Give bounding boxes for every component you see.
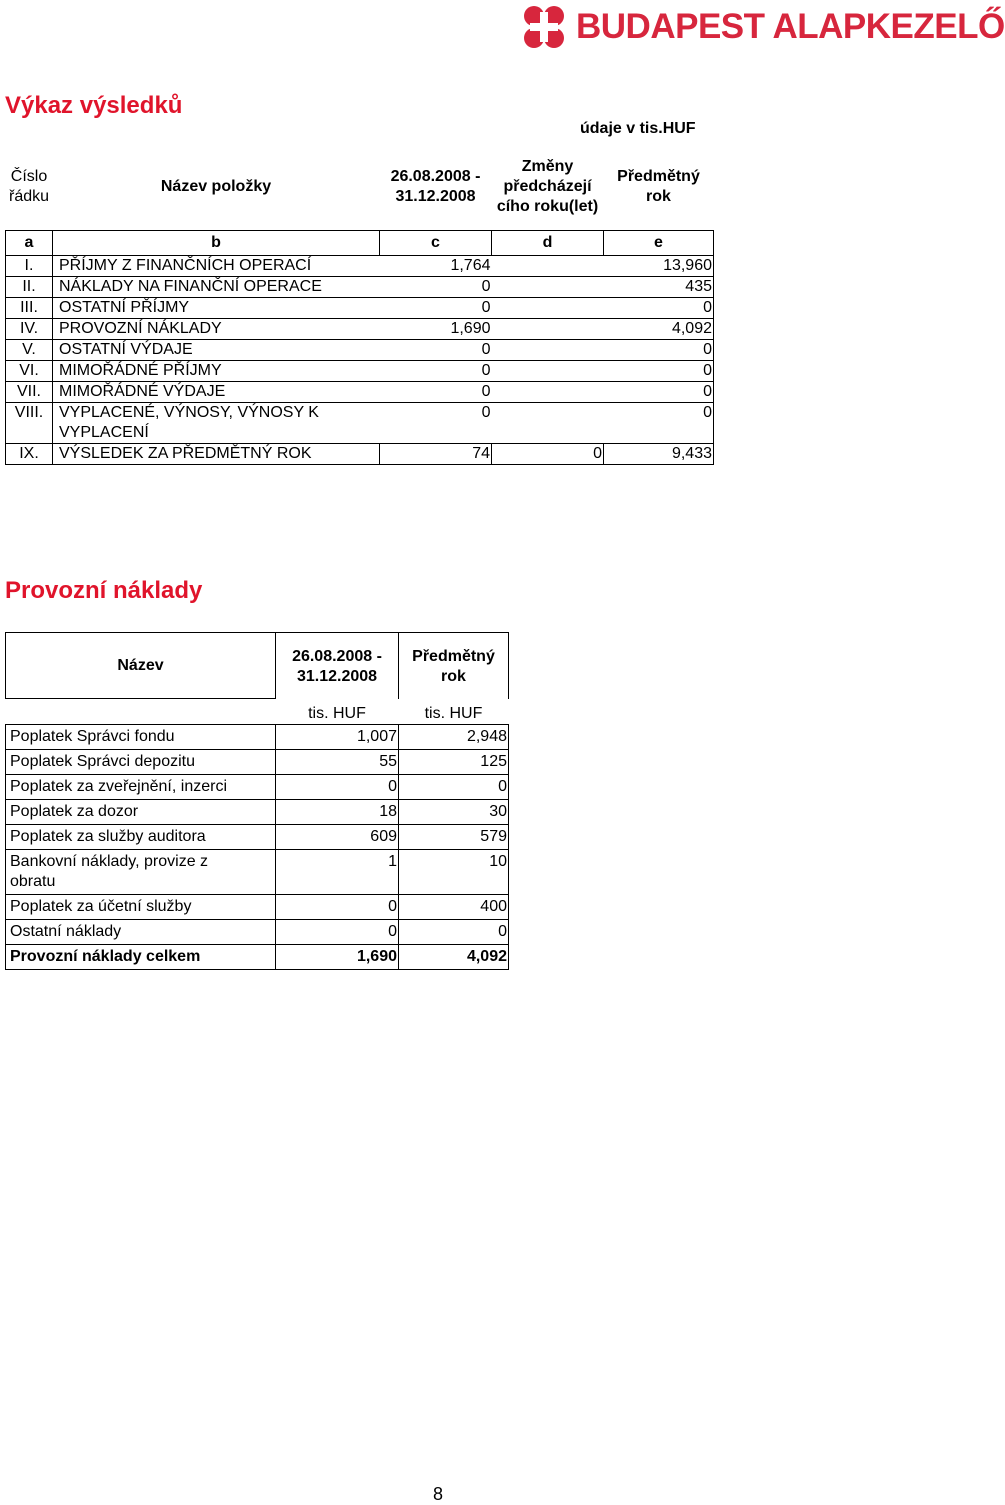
header-period: 26.08.2008 - 31.12.2008 [390, 168, 481, 205]
table-row [6, 298, 714, 319]
row-no: V. [6, 340, 53, 361]
row-no: III. [6, 298, 53, 319]
income-statement-table [5, 144, 714, 465]
letter-e: e [604, 231, 714, 256]
cost-name: Ostatní náklady [6, 920, 276, 945]
page-number: 8 [433, 1484, 444, 1504]
row-value-d [492, 382, 604, 403]
row-value-c: 0 [380, 277, 492, 298]
row-name: NÁKLADY NA FINANČNÍ OPERACE [53, 277, 380, 298]
row-name: PŘÍJMY Z FINANČNÍCH OPERACÍ [53, 256, 380, 277]
row-no: IV. [6, 319, 53, 340]
row-value-e: 0 [604, 298, 714, 319]
header-prev-year: Změny předcházejí cího roku(let) [496, 158, 599, 215]
row-value-e: 13,960 [604, 256, 714, 277]
letter-c: c [380, 231, 492, 256]
table-row [6, 444, 714, 465]
cost-current: 400 [399, 895, 509, 920]
row-value-e: 4,092 [604, 319, 714, 340]
header-current-year: Předmětný rok [617, 168, 700, 205]
brand-logo [520, 4, 1005, 50]
cost-name: Poplatek Správci depozitu [6, 750, 276, 775]
row-value-c: 1,690 [380, 319, 492, 340]
row-value-d [492, 319, 604, 340]
cost-name: Provozní náklady celkem [6, 945, 276, 970]
costs-total-row [6, 945, 509, 970]
table-row [6, 256, 714, 277]
costs-header-row [6, 633, 509, 699]
costs-header-current: Předmětný rok [399, 633, 509, 699]
table-row [6, 725, 509, 750]
row-no: VIII. [6, 403, 53, 444]
cost-name: Bankovní náklady, provize z obratu [6, 850, 276, 895]
header-item-name: Název položky [160, 178, 272, 195]
row-no: VI. [6, 361, 53, 382]
table-header-row [6, 144, 714, 231]
cost-current: 10 [399, 850, 509, 895]
table-row [6, 895, 509, 920]
row-value-d [492, 298, 604, 319]
header-row-no: Číslo řádku [8, 168, 50, 205]
operating-costs-title: Provozní náklady [5, 577, 203, 604]
table-row [6, 750, 509, 775]
row-name: MIMOŘÁDNÉ VÝDAJE [53, 382, 380, 403]
costs-unit-current: tis. HUF [424, 705, 483, 722]
cost-period: 609 [276, 825, 399, 850]
cost-period: 1 [276, 850, 399, 895]
letters-row [6, 231, 714, 256]
budapest-logo-icon [520, 4, 568, 50]
table-row [6, 800, 509, 825]
letter-a: a [6, 231, 53, 256]
row-value-c: 0 [380, 403, 492, 444]
table-row [6, 850, 509, 895]
row-value-c: 0 [380, 382, 492, 403]
brand-name: BUDAPEST ALAPKEZELŐ [576, 7, 1005, 46]
costs-header-name: Název [6, 633, 276, 699]
row-value-e: 0 [604, 403, 714, 444]
letter-d: d [492, 231, 604, 256]
cost-current: 579 [399, 825, 509, 850]
table-row [6, 775, 509, 800]
cost-current: 4,092 [399, 945, 509, 970]
row-name: VÝSLEDEK ZA PŘEDMĚTNÝ ROK [53, 444, 380, 465]
table-row [6, 319, 714, 340]
cost-name: Poplatek Správci fondu [6, 725, 276, 750]
row-no: II. [6, 277, 53, 298]
row-no: VII. [6, 382, 53, 403]
row-name: PROVOZNÍ NÁKLADY [53, 319, 380, 340]
table-row [6, 277, 714, 298]
cost-name: Poplatek za účetní služby [6, 895, 276, 920]
row-value-d: 0 [492, 444, 604, 465]
costs-units-blank [6, 699, 276, 725]
row-name: OSTATNÍ PŘÍJMY [53, 298, 380, 319]
table-row [6, 382, 714, 403]
cost-period: 0 [276, 775, 399, 800]
row-value-d [492, 256, 604, 277]
row-value-c: 0 [380, 340, 492, 361]
row-name: OSTATNÍ VÝDAJE [53, 340, 380, 361]
letter-b: b [53, 231, 380, 256]
operating-costs-table [5, 632, 509, 970]
costs-header-period: 26.08.2008 - 31.12.2008 [276, 633, 399, 699]
cost-current: 2,948 [399, 725, 509, 750]
table-row [6, 340, 714, 361]
row-value-c: 0 [380, 361, 492, 382]
row-value-e: 0 [604, 340, 714, 361]
cost-name: Poplatek za dozor [6, 800, 276, 825]
row-no: I. [6, 256, 53, 277]
row-name: MIMOŘÁDNÉ PŘÍJMY [53, 361, 380, 382]
table-row [6, 825, 509, 850]
cost-period: 0 [276, 920, 399, 945]
income-statement-title: Výkaz výsledků [5, 92, 183, 119]
row-value-e: 435 [604, 277, 714, 298]
cost-period: 1,007 [276, 725, 399, 750]
cost-name: Poplatek za zveřejnění, inzerci [6, 775, 276, 800]
row-value-d [492, 340, 604, 361]
row-no: IX. [6, 444, 53, 465]
row-value-e: 0 [604, 382, 714, 403]
row-name: VYPLACENÉ, VÝNOSY, VÝNOSY K VYPLACENÍ [53, 403, 380, 444]
cost-period: 1,690 [276, 945, 399, 970]
row-value-d [492, 361, 604, 382]
row-value-e: 9,433 [604, 444, 714, 465]
cost-period: 18 [276, 800, 399, 825]
cost-current: 0 [399, 775, 509, 800]
cost-current: 30 [399, 800, 509, 825]
cost-name: Poplatek za služby auditora [6, 825, 276, 850]
unit-note: údaje v tis.HUF [580, 120, 696, 137]
row-value-d [492, 403, 604, 444]
row-value-d [492, 277, 604, 298]
cost-current: 0 [399, 920, 509, 945]
costs-unit-period: tis. HUF [308, 705, 366, 722]
table-row [6, 403, 714, 444]
cost-period: 0 [276, 895, 399, 920]
cost-current: 125 [399, 750, 509, 775]
row-value-c: 74 [380, 444, 492, 465]
row-value-c: 0 [380, 298, 492, 319]
row-value-c: 1,764 [380, 256, 492, 277]
table-row [6, 361, 714, 382]
table-row [6, 920, 509, 945]
costs-units-row [6, 699, 509, 725]
cost-period: 55 [276, 750, 399, 775]
row-value-e: 0 [604, 361, 714, 382]
